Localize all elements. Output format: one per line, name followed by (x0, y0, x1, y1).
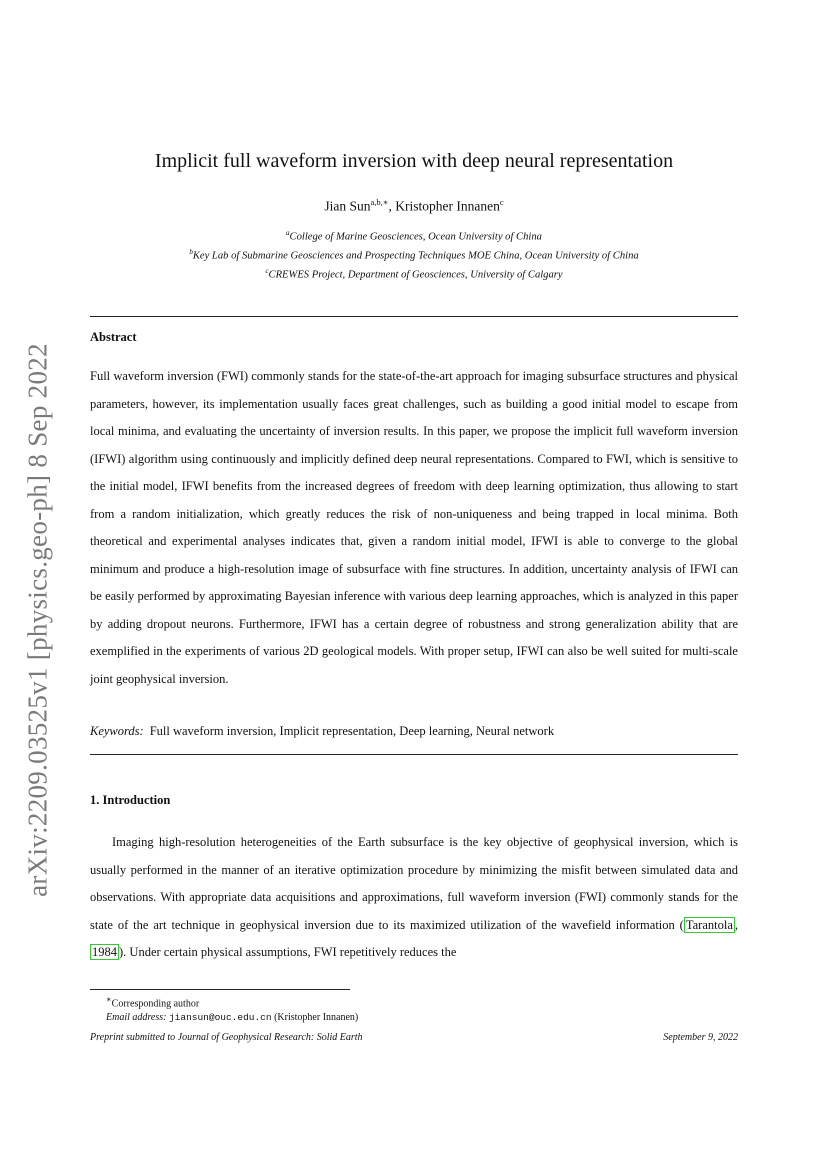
author-list (90, 197, 738, 215)
section-heading-introduction: 1. Introduction (90, 793, 171, 807)
footnote-label: Corresponding author (111, 998, 200, 1010)
email-address[interactable]: jiansun@ouc.edu.cn (168, 1012, 272, 1024)
abstract-top-rule (90, 316, 738, 317)
footnote (106, 993, 358, 1025)
footnote-rule (90, 989, 350, 990)
affiliation-text: Key Lab of Submarine Geosciences and Prospecting Techniques MOE China, Ocean University of China (192, 250, 639, 262)
author-affil-marks: c (499, 197, 504, 207)
footer-journal: Preprint submitted to Journal of Geophysical Research: Solid Earth (90, 1032, 363, 1043)
footnote-corresponding (106, 993, 358, 1011)
intro-text-part: Imaging high-resolution heterogeneities of the Earth subsurface is the key objective of geophysical inversion, which is usually performed in the manner of an iterative optimization procedure by minimizing the misfit between simulated data and observations. With appropriate data acquisitions and approximations, full waveform inversion (FWI) commonly stands for the state of the art technique in geophysical inversion due to its maximized utilization of the wavefield information ( (90, 835, 738, 932)
affiliation-mark: b (189, 248, 193, 257)
abstract-bottom-rule (90, 754, 738, 755)
footnote-email-line (106, 1011, 358, 1025)
abstract-heading: Abstract (90, 330, 137, 344)
affiliation-list (90, 226, 738, 283)
author-affil-marks: a,b,∗ (370, 197, 389, 207)
citation-year-link[interactable]: 1984 (92, 945, 117, 959)
affiliation-text: CREWES Project, Department of Geosciences, University of Calgary (268, 269, 563, 281)
abstract-text: Full waveform inversion (FWI) commonly stands for the state-of-the-art approach for imaging subsurface structures and physical parameters, however, its implementation usually faces great challenges, such as building a good initial model to escape from local minima, and evaluating the uncertainty of inversion results. In this paper, we propose the implicit full waveform inversion (IFWI) algorithm using continuously and implicitly defined deep neural representations. Compared to FWI, which is sensitive to the initial model, IFWI benefits from the increased degrees of freedom with deep learning optimization, thus allowing to start from a random initialization, which greatly reduces the risk of non-uniqueness and being trapped in local minima. Both theoretical and experimental analyses indicates that, given a random initial model, IFWI is able to converge to the global minimum and produce a high-resolution image of subsurface with fine structures. In addition, uncertainty analysis of IFWI can be easily performed by approximating Bayesian inference with various deep learning approaches, which is analyzed in this paper by adding dropout neurons. Furthermore, IFWI has a certain degree of robustness and strong generalization ability that are exemplified in the experiments of various 2D geological models. With proper setup, IFWI can also be well suited for multi-scale joint geophysical inversion. (90, 369, 738, 686)
footnote-mark: ∗ (106, 995, 112, 1004)
affiliation (90, 264, 738, 283)
citation-link[interactable]: Tarantola (685, 917, 733, 932)
intro-text-part: ). Under certain physical assumptions, FWI repetitively reduces the (119, 945, 457, 959)
footer-date: September 9, 2022 (663, 1032, 738, 1043)
affiliation-mark: c (265, 267, 269, 276)
affiliation (90, 226, 738, 245)
author-separator: , (388, 198, 396, 214)
affiliation-mark: a (286, 229, 290, 237)
author-name: Jian Sun (324, 198, 371, 214)
email-owner: (Kristopher Innanen) (274, 1012, 359, 1024)
author-name: Kristopher Innanen (395, 198, 500, 214)
introduction-text (90, 829, 738, 967)
paper-title: Implicit full waveform inversion with deep neural representation (154, 150, 674, 172)
keywords (90, 724, 738, 739)
email-label: Email address: (106, 1012, 167, 1024)
affiliation-text: College of Marine Geosciences, Ocean University of China (289, 231, 542, 243)
keywords-label: Keywords: (90, 724, 144, 738)
keywords-text: Full waveform inversion, Implicit representation, Deep learning, Neural network (149, 724, 555, 738)
arxiv-id: arXiv:2209.03525v1 [physics.geo-ph] 8 Sep 2022 (22, 343, 53, 897)
affiliation (90, 245, 738, 264)
citation-separator: , (734, 917, 738, 932)
